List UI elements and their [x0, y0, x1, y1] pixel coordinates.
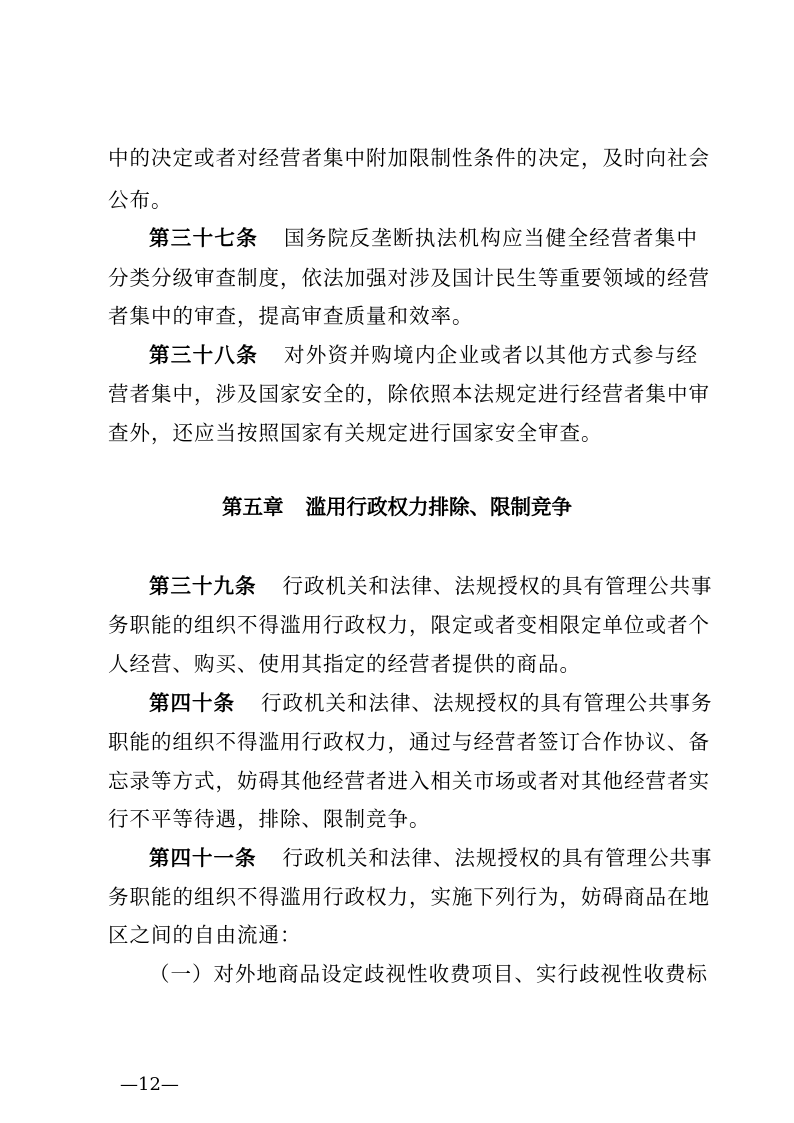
body-line — [108, 884, 710, 911]
chapter-number: 第五章 — [222, 495, 284, 519]
article-number: 第四十一条 — [149, 846, 257, 870]
body-line — [108, 651, 698, 678]
article-number: 第三十九条 — [149, 574, 257, 598]
body-line — [108, 303, 698, 330]
line-text: 务职能的组织不得滥用行政权力，实施下列行为，妨碍商品在地 — [108, 885, 710, 909]
line-text: 营者集中，涉及国家安全的，除依照本法规定进行经营者集中审 — [108, 382, 710, 406]
body-line — [108, 612, 710, 639]
article-37-line — [149, 225, 698, 252]
line-text: 对外资并购境内企业或者以其他方式参与经 — [284, 343, 699, 367]
list-item-line — [149, 961, 708, 988]
line-text: 行政机关和法律、法规授权的具有管理公共事务 — [261, 691, 713, 715]
article-number: 第三十八条 — [149, 343, 259, 367]
chapter-heading — [0, 494, 794, 521]
body-line — [108, 420, 698, 447]
line-text: 行政机关和法律、法规授权的具有管理公共事 — [282, 574, 713, 598]
page-number: —12— — [120, 1074, 179, 1095]
line-text: 国务院反垄断执法机构应当健全经营者集中 — [284, 226, 699, 250]
chapter-title: 滥用行政权力排除、限制竞争 — [305, 495, 572, 519]
article-38-line — [149, 342, 698, 369]
body-line — [108, 265, 710, 292]
line-text: 行不平等待遇，排除、限制竞争。 — [108, 807, 431, 831]
line-text: 职能的组织不得滥用行政权力，通过与经营者签订合作协议、备 — [108, 730, 710, 754]
line-text: 忘录等方式，妨碍其他经营者进入相关市场或者对其他经营者实 — [108, 769, 710, 793]
line-text: （一）对外地商品设定歧视性收费项目、实行歧视性收费标 — [149, 962, 708, 986]
line-text: 务职能的组织不得滥用行政权力，限定或者变相限定单位或者个 — [108, 613, 710, 637]
body-line — [108, 922, 698, 949]
line-text: 中的决定或者对经营者集中附加限制性条件的决定，及时向社会 — [108, 146, 710, 170]
article-number: 第四十条 — [149, 691, 235, 715]
line-text: 行政机关和法律、法规授权的具有管理公共事 — [282, 846, 713, 870]
body-line — [108, 729, 710, 756]
body-line — [108, 145, 710, 172]
line-text: 人经营、购买、使用其指定的经营者提供的商品。 — [108, 652, 581, 676]
article-number: 第三十七条 — [149, 226, 259, 250]
line-text: 公布。 — [108, 188, 173, 212]
body-line — [108, 806, 698, 833]
article-40-line — [149, 690, 713, 717]
line-text: 区之间的自由流通： — [108, 923, 302, 947]
line-text: 分类分级审查制度，依法加强对涉及国计民生等重要领域的经营 — [108, 266, 710, 290]
body-line — [108, 187, 698, 214]
line-text: 者集中的审查，提高审查质量和效率。 — [108, 304, 474, 328]
article-41-line — [149, 845, 713, 872]
article-39-line — [149, 573, 713, 600]
line-text: 查外，还应当按照国家有关规定进行国家安全审查。 — [108, 421, 603, 445]
body-line — [108, 381, 710, 408]
body-line — [108, 768, 710, 795]
